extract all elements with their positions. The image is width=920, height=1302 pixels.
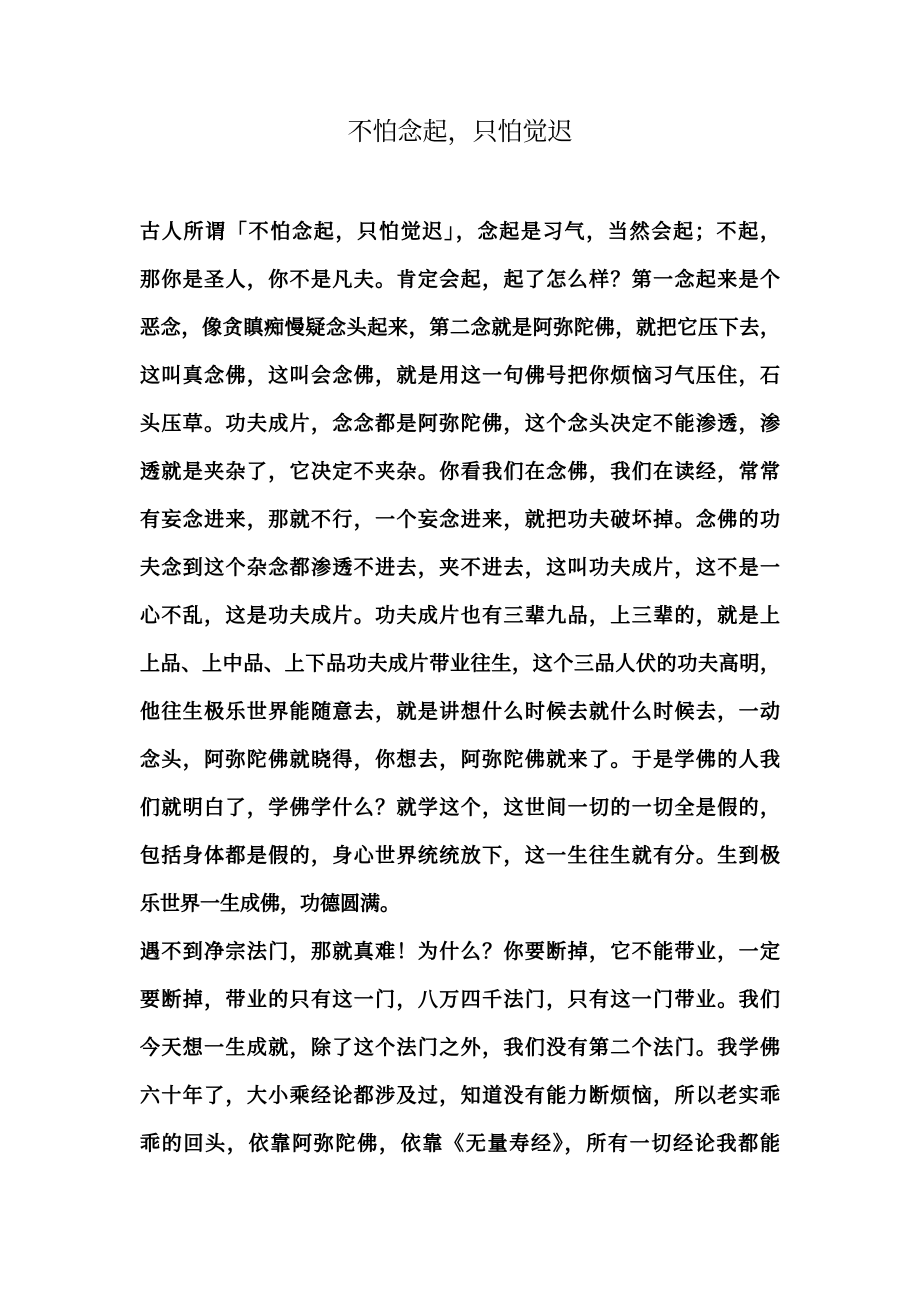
document-title: 不怕念起，只怕觉迟 bbox=[347, 117, 573, 146]
text-line: 遇不到净宗法门，那就真难！为什么？你要断掉，它不能带业，一定 bbox=[140, 939, 780, 963]
text-line: 这叫真念佛，这叫会念佛，就是用这一句佛号把你烦恼习气压住，石 bbox=[140, 363, 780, 387]
text-line: 那你是圣人，你不是凡夫。肯定会起，起了怎么样？第一念起来是个 bbox=[140, 267, 780, 291]
text-line: 今天想一生成就，除了这个法门之外，我们没有第二个法门。我学佛 bbox=[140, 1035, 780, 1059]
text-line: 六十年了，大小乘经论都涉及过，知道没有能力断烦恼，所以老实乖 bbox=[140, 1083, 780, 1107]
paragraph-1 bbox=[140, 207, 780, 927]
text-line: 乖的回头，依靠阿弥陀佛，依靠《无量寿经》，所有一切经论我都能 bbox=[140, 1131, 780, 1155]
text-line: 心不乱，这是功夫成片。功夫成片也有三辈九品，上三辈的，就是上 bbox=[140, 603, 780, 627]
text-line: 透就是夹杂了，它决定不夹杂。你看我们在念佛，我们在读经，常常 bbox=[140, 459, 780, 483]
text-line: 古人所谓「不怕念起，只怕觉迟」，念起是习气，当然会起；不起， bbox=[140, 219, 780, 243]
text-line: 要断掉，带业的只有这一门，八万四千法门，只有这一门带业。我们 bbox=[140, 987, 780, 1011]
text-line: 包括身体都是假的，身心世界统统放下，这一生往生就有分。生到极 bbox=[140, 843, 780, 867]
text-line: 头压草。功夫成片，念念都是阿弥陀佛，这个念头决定不能渗透，渗 bbox=[140, 411, 780, 435]
text-line: 乐世界一生成佛，功德圆满。 bbox=[140, 891, 400, 915]
text-line: 夫念到这个杂念都渗透不进去，夹不进去，这叫功夫成片，这不是一 bbox=[140, 555, 780, 579]
text-line: 他往生极乐世界能随意去，就是讲想什么时候去就什么时候去，一动 bbox=[140, 699, 780, 723]
paragraph-2 bbox=[140, 927, 780, 1167]
text-line: 恶念，像贪瞋痴慢疑念头起来，第二念就是阿弥陀佛，就把它压下去， bbox=[140, 315, 780, 339]
text-line: 上品、上中品、上下品功夫成片带业往生，这个三品人伏的功夫高明， bbox=[140, 651, 780, 675]
text-line: 有妄念进来，那就不行，一个妄念进来，就把功夫破坏掉。念佛的功 bbox=[140, 507, 780, 531]
text-line: 念头，阿弥陀佛就晓得，你想去，阿弥陀佛就来了。于是学佛的人我 bbox=[140, 747, 780, 771]
text-line: 们就明白了，学佛学什么？就学这个，这世间一切的一切全是假的， bbox=[140, 795, 780, 819]
